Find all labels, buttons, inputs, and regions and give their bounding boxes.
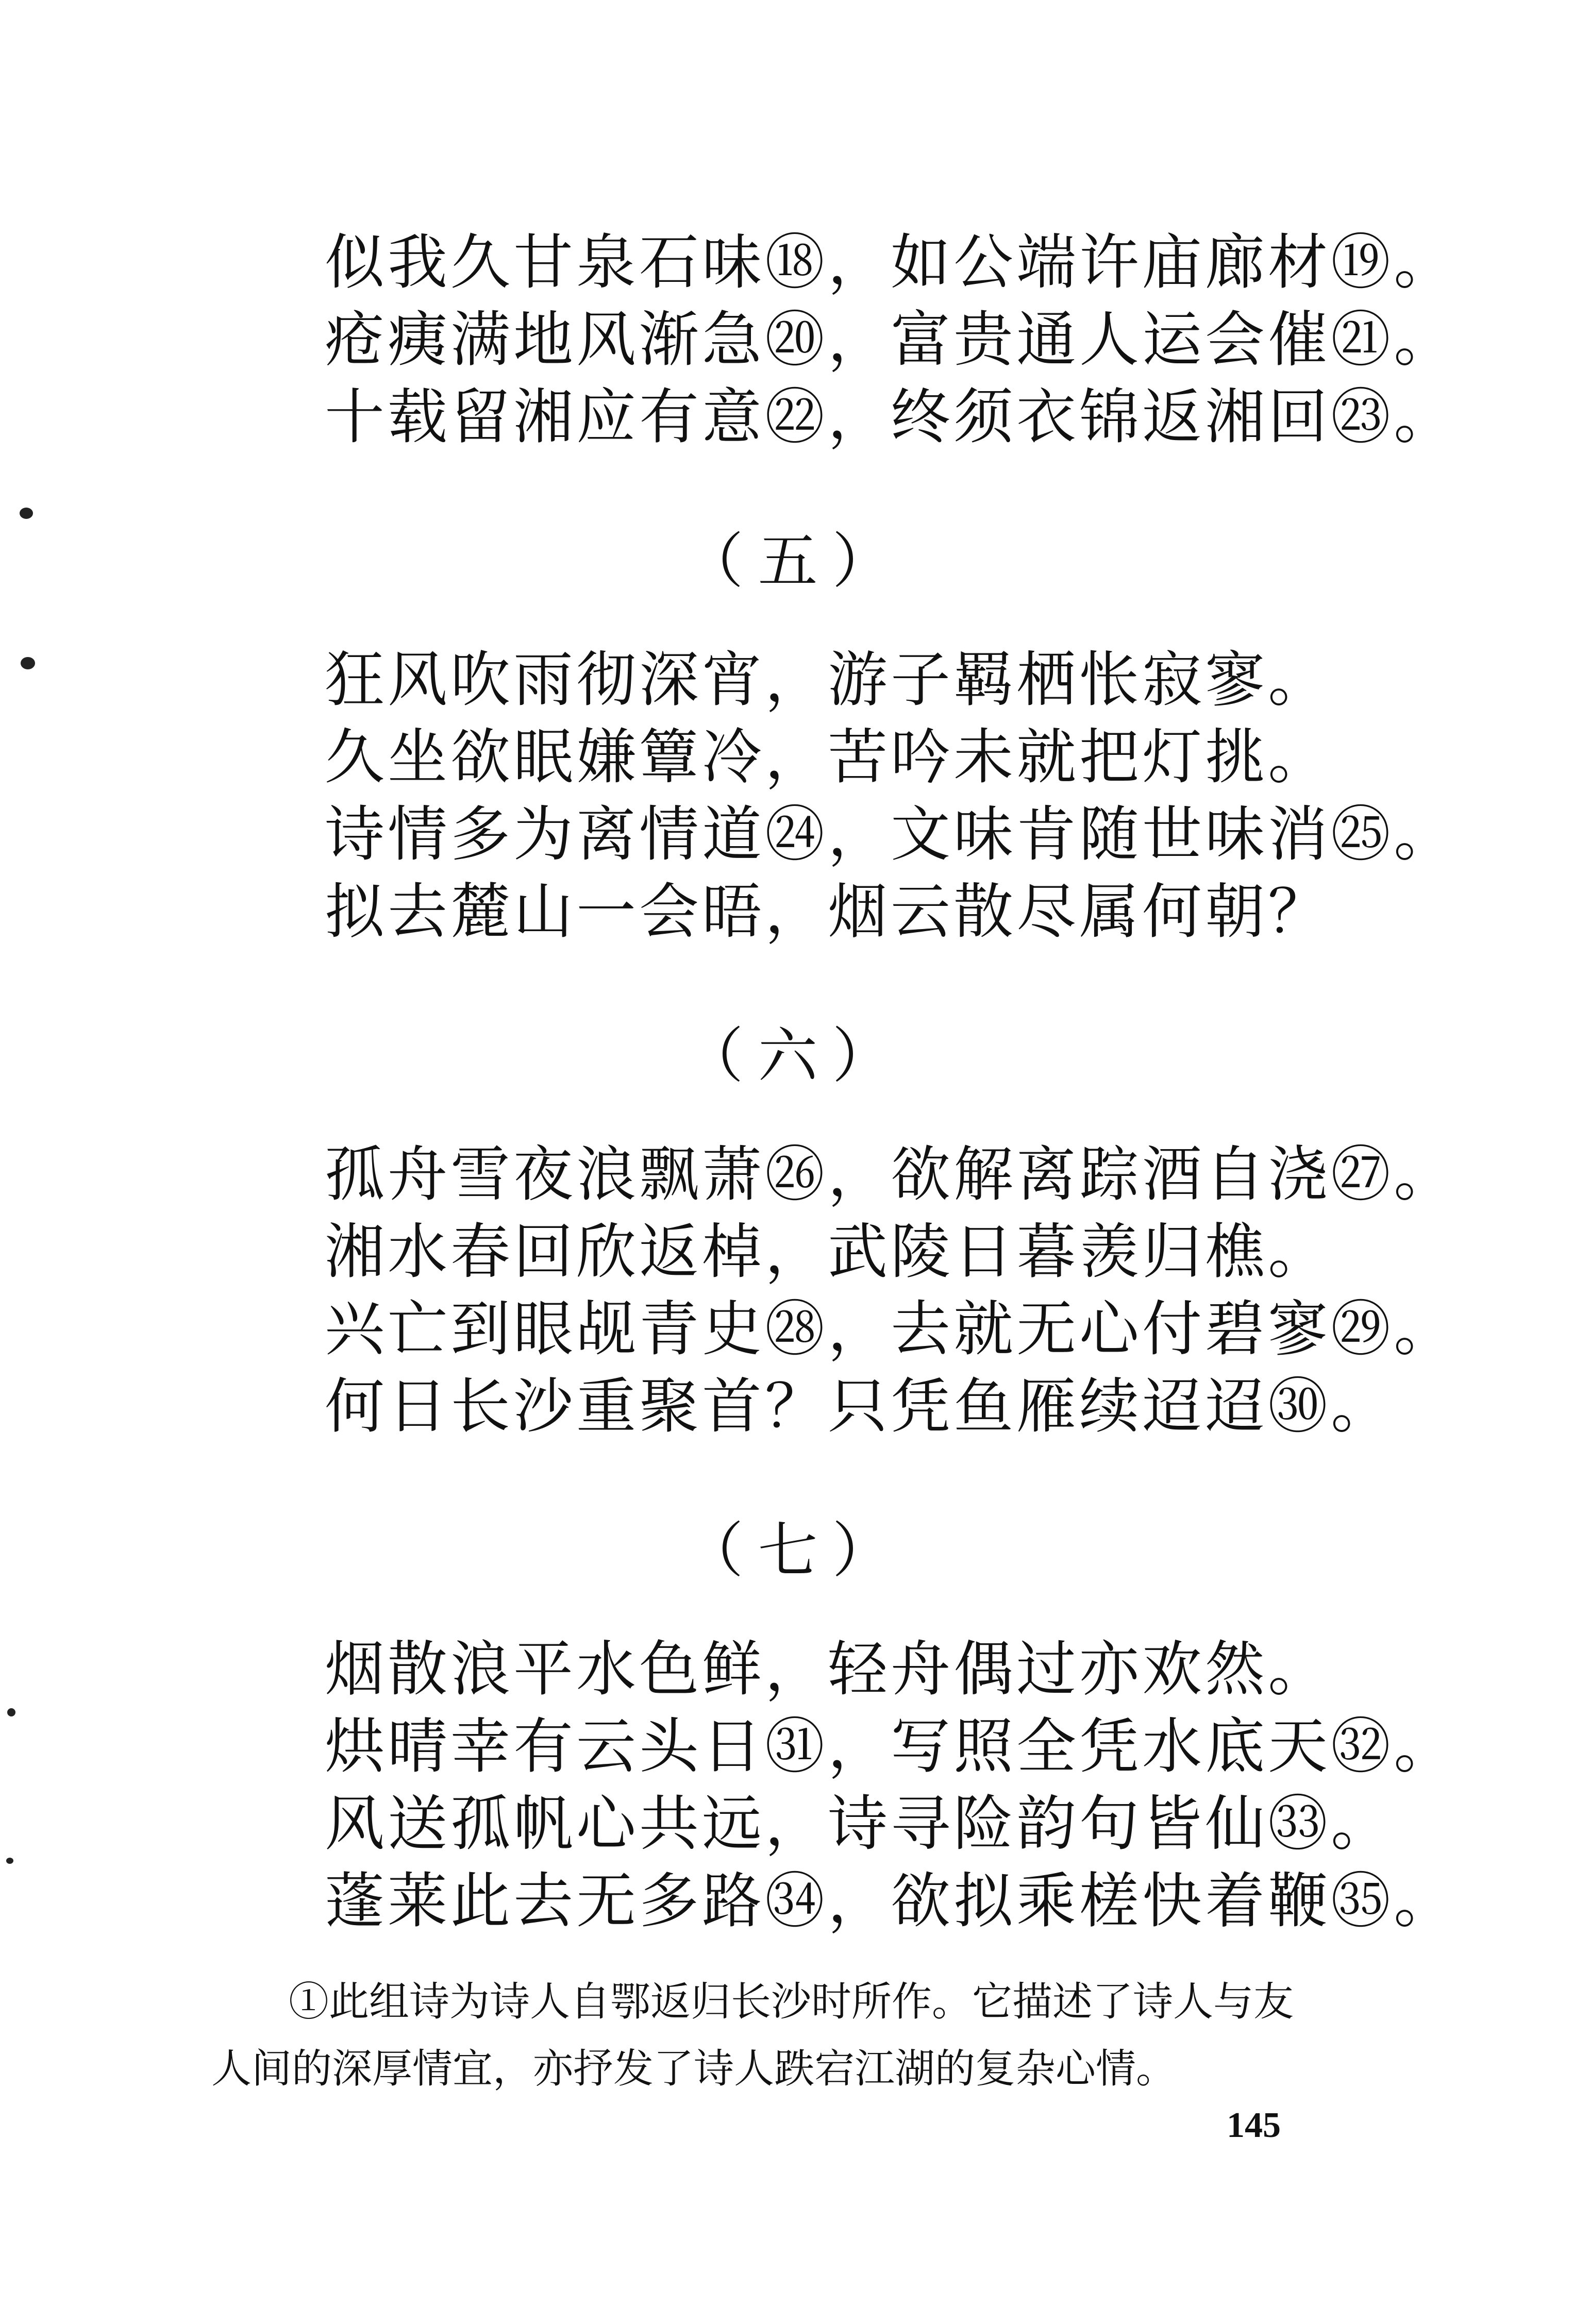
poem-line: 烟散浪平水色鲜，轻舟偶过亦欢然。 [325,1635,1331,1704]
page-number: 145 [1227,2106,1281,2145]
poem-line: 何日长沙重聚首？只凭鱼雁续迢迢㉚。 [325,1372,1394,1441]
section-heading: （六） [683,1021,907,1091]
poem-line: 狂风吹雨彻深宵，游子羁栖怅寂寥。 [325,645,1331,715]
poem-line: 久坐欲眠嫌簟冷，苦吟未就把灯挑。 [325,722,1331,792]
poem-line: 十载留湘应有意㉒，终须衣锦返湘回㉓。 [325,382,1457,452]
poem-line: 似我久甘泉石味⑱，如公端许庙廊材⑲。 [325,228,1457,297]
poem-line: 蓬莱此去无多路㉞，欲拟乘槎快着鞭㉟。 [325,1866,1457,1936]
poem-line: 兴亡到眼觇青史㉘，去就无心付碧寥㉙。 [325,1294,1457,1364]
section-heading: （五） [683,527,907,596]
poem-line: 湘水春回欣返棹，武陵日暮羡归樵。 [325,1217,1331,1287]
poem-line: 孤舟雪夜浪飘萧㉖，欲解离踪酒自浇㉗。 [325,1140,1457,1209]
poem-line: 疮痍满地风渐急⑳，富贵通人运会催㉑。 [325,305,1457,375]
scan-speck [20,508,33,519]
footnote-line: ①此组诗为诗人自鄂返归长沙时所作。它描述了诗人与友 [289,1979,1294,2025]
footnote-line: 人间的深厚情宜，亦抒发了诗人跌宕江湖的复杂心情。 [211,2046,1177,2092]
scan-speck [21,657,35,669]
scan-speck [7,1708,15,1716]
poem-line: 拟去麓山一会晤，烟云散尽属何朝？ [325,877,1331,947]
poem-line: 烘晴幸有云头日㉛，写照全凭水底天㉜。 [325,1712,1457,1781]
poem-line: 诗情多为离情道㉔，文味肯随世味消㉕。 [325,800,1457,869]
section-heading: （七） [683,1516,907,1586]
scan-speck [6,1858,13,1864]
poem-line: 风送孤帆心共远，诗寻险韵句皆仙㉝。 [325,1789,1394,1859]
